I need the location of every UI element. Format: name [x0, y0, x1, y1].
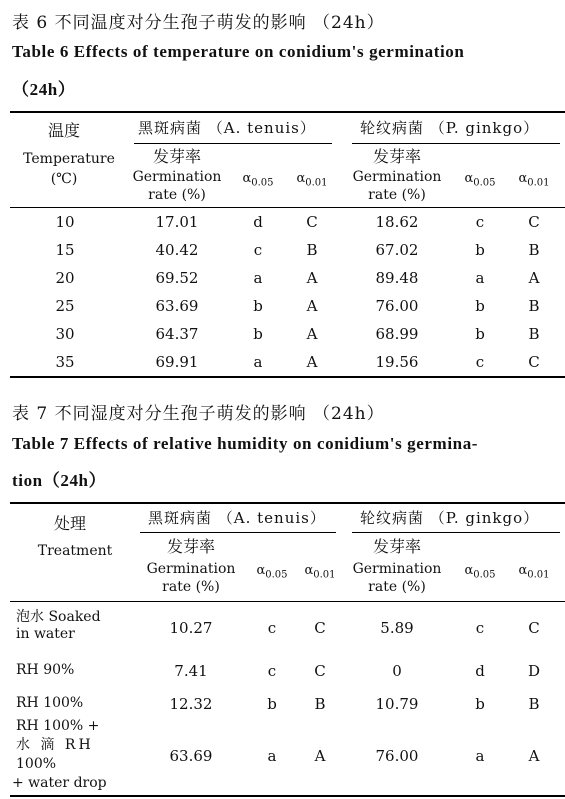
table-cell-alpha005-p-ginkgo: a: [475, 269, 485, 287]
alpha-subscript: 0.01: [313, 569, 336, 581]
table-cell-rate-a-tenuis: 7.41: [174, 662, 208, 680]
table-cell-temperature: 35: [55, 353, 75, 371]
table-cell-treatment-label1: RH 90%: [16, 662, 75, 678]
table7-col-rate-en-1b: rate (%): [162, 579, 220, 595]
table-cell-rate-a-tenuis: 69.91: [155, 353, 199, 371]
table6-bottom-rule: [10, 376, 565, 378]
table6-group-p-ginkgo: 轮纹病菌 （P. ginkgo）: [360, 119, 540, 137]
table7-top-rule: [10, 502, 565, 504]
table-cell-alpha001-a-tenuis: C: [314, 662, 326, 680]
table-cell-alpha001-p-ginkgo: B: [528, 695, 540, 713]
table-cell-alpha005-p-ginkgo: b: [475, 241, 485, 259]
table7-bottom-rule: [10, 795, 565, 797]
table6-head-temp-unit: (℃): [50, 171, 78, 187]
table-cell-alpha001-a-tenuis: A: [306, 353, 318, 371]
table-cell-rate-p-ginkgo: 76.00: [375, 747, 419, 765]
table7-caption-en: Table 7 Effects of relative humidity on conidium's germina-: [12, 434, 479, 453]
table6-col-rate-en-2a: Germination: [352, 169, 442, 185]
table-cell-alpha005-a-tenuis: c: [253, 241, 263, 259]
table7-group-rule-2: [352, 532, 560, 533]
table-cell-alpha001-a-tenuis: C: [306, 213, 318, 231]
table6-head-temp-cn: 温度: [47, 121, 80, 140]
table-cell-alpha001-a-tenuis: A: [306, 297, 318, 315]
alpha-subscript: 0.05: [473, 177, 496, 189]
table6-group-rule-2: [352, 143, 560, 144]
table-cell-rate-a-tenuis: 63.69: [155, 297, 199, 315]
table7-header-rule: [10, 601, 565, 602]
table-cell-alpha005-a-tenuis: b: [253, 325, 263, 343]
table-cell-temperature: 20: [55, 269, 75, 287]
table-cell-rate-a-tenuis: 63.69: [169, 747, 213, 765]
table7-caption-cn: 表 7 不同湿度对分生孢子萌发的影响 （24h）: [12, 404, 385, 424]
table-cell-alpha001-p-ginkgo: A: [528, 269, 540, 287]
table-cell-alpha001-a-tenuis: B: [314, 695, 326, 713]
table7-group-a-tenuis: 黑斑病菌 （A. tenuis）: [148, 509, 326, 527]
table7-caption-en-2: tion（24h）: [12, 471, 107, 490]
table-cell-alpha005-p-ginkgo: b: [475, 695, 485, 713]
table-cell-alpha005-a-tenuis: c: [267, 619, 277, 637]
table6-col-rate-cn-2: 发芽率: [372, 147, 421, 166]
table-cell-temperature: 15: [55, 241, 75, 259]
alpha-subscript: 0.01: [305, 177, 328, 189]
alpha-subscript: 0.05: [265, 569, 288, 581]
table-cell-rate-a-tenuis: 40.42: [155, 241, 199, 259]
table-cell-treatment-label1: RH 100%: [16, 695, 84, 711]
table-cell-temperature: 30: [55, 325, 75, 343]
table-cell-treatment-label2: in water: [16, 626, 75, 642]
table-cell-rate-p-ginkgo: 76.00: [375, 297, 419, 315]
table6-group-a-tenuis: 黑斑病菌 （A. tenuis）: [138, 119, 316, 137]
table-cell-rate-a-tenuis: 64.37: [155, 325, 199, 343]
table-cell-alpha001-p-ginkgo: A: [528, 747, 540, 765]
table-cell-alpha005-a-tenuis: d: [253, 213, 263, 231]
alpha-subscript: 0.05: [251, 177, 274, 189]
table-cell-alpha001-p-ginkgo: C: [528, 213, 540, 231]
table-cell-treatment-label3: 100%: [16, 756, 57, 772]
table-cell-alpha005-a-tenuis: b: [267, 695, 277, 713]
table-cell-rate-a-tenuis: 10.27: [169, 619, 213, 637]
alpha-subscript: 0.01: [527, 177, 550, 189]
table-cell-treatment-label1: 泡水 Soaked: [16, 609, 101, 625]
table-cell-alpha001-a-tenuis: A: [306, 325, 318, 343]
table6-col-alpha001-1: $\alpha_{0.01}$: [296, 171, 328, 189]
table-cell-alpha001-a-tenuis: C: [314, 619, 326, 637]
table-cell-rate-p-ginkgo: 68.99: [375, 325, 419, 343]
table7-group-rule-1: [140, 532, 336, 533]
alpha-subscript: 0.01: [527, 569, 550, 581]
table-cell-rate-p-ginkgo: 19.56: [375, 353, 419, 371]
table7-col-alpha005-2: $\alpha_{0.05}$: [464, 563, 496, 581]
table-cell-temperature: 10: [55, 213, 75, 231]
table-cell-rate-p-ginkgo: 5.89: [380, 619, 414, 637]
table-cell-alpha005-p-ginkgo: b: [475, 297, 485, 315]
table-cell-alpha005-p-ginkgo: d: [475, 662, 485, 680]
table7-col-rate-en-2b: rate (%): [368, 579, 426, 595]
table-cell-alpha001-a-tenuis: A: [306, 269, 318, 287]
table-cell-rate-a-tenuis: 12.32: [169, 695, 213, 713]
table7-col-rate-en-1a: Germination: [146, 561, 236, 577]
table-cell-alpha005-a-tenuis: c: [267, 662, 277, 680]
table6-head-temp-en: Temperature: [23, 151, 115, 167]
table-cell-treatment-label1: RH 100% +: [16, 718, 100, 734]
table-cell-alpha005-p-ginkgo: c: [475, 353, 485, 371]
table-cell-alpha001-p-ginkgo: C: [528, 619, 540, 637]
table7-col-alpha001-1: $\alpha_{0.01}$: [304, 563, 336, 581]
table6-col-rate-en-2b: rate (%): [368, 187, 426, 203]
table-cell-rate-a-tenuis: 17.01: [155, 213, 199, 231]
table-cell-alpha001-p-ginkgo: D: [527, 662, 541, 680]
table-cell-alpha001-p-ginkgo: B: [528, 297, 540, 315]
table-cell-alpha005-a-tenuis: a: [267, 747, 277, 765]
table-cell-temperature: 25: [55, 297, 75, 315]
table6-top-rule: [10, 111, 565, 113]
table7-col-alpha001-2: $\alpha_{0.01}$: [518, 563, 550, 581]
table6-col-alpha005-2: $\alpha_{0.05}$: [464, 171, 496, 189]
table-cell-rate-p-ginkgo: 89.48: [375, 269, 419, 287]
table-cell-alpha001-a-tenuis: B: [306, 241, 318, 259]
table-cell-alpha005-a-tenuis: a: [253, 353, 263, 371]
table-cell-treatment-label2: 水 滴 RH: [16, 737, 94, 753]
table-cell-treatment-label4: + water drop: [12, 775, 107, 791]
table6-col-alpha005-1: $\alpha_{0.05}$: [242, 171, 274, 189]
table-cell-alpha001-p-ginkgo: B: [528, 241, 540, 259]
alpha-subscript: 0.05: [473, 569, 496, 581]
table-cell-rate-p-ginkgo: 18.62: [375, 213, 419, 231]
table6-header-rule: [10, 207, 565, 208]
table6-caption-en: Table 6 Effects of temperature on conidium's germination: [12, 42, 465, 61]
table6-group-rule-1: [134, 143, 332, 144]
table7-group-p-ginkgo: 轮纹病菌 （P. ginkgo）: [360, 509, 540, 527]
table-cell-rate-a-tenuis: 69.52: [155, 269, 199, 287]
table-cell-alpha005-a-tenuis: b: [253, 297, 263, 315]
table6-col-rate-en-1b: rate (%): [148, 187, 206, 203]
table6-col-alpha001-2: $\alpha_{0.01}$: [518, 171, 550, 189]
table-cell-alpha005-p-ginkgo: c: [475, 619, 485, 637]
table-cell-alpha001-p-ginkgo: C: [528, 353, 540, 371]
table-cell-alpha001-a-tenuis: A: [314, 747, 326, 765]
table-cell-alpha005-a-tenuis: a: [253, 269, 263, 287]
table-cell-rate-p-ginkgo: 10.79: [375, 695, 419, 713]
table6-caption-en-2: （24h）: [12, 80, 76, 99]
table6-col-rate-en-1a: Germination: [132, 169, 222, 185]
table7-col-alpha005-1: $\alpha_{0.05}$: [256, 563, 288, 581]
table-cell-alpha005-p-ginkgo: b: [475, 325, 485, 343]
table6-caption-cn: 表 6 不同温度对分生孢子萌发的影响 （24h）: [12, 13, 385, 33]
table-cell-rate-p-ginkgo: 0: [392, 662, 402, 680]
table6-col-rate-cn-1: 发芽率: [152, 147, 201, 166]
table7-col-rate-en-2a: Germination: [352, 561, 442, 577]
table7-head-treat-cn: 处理: [53, 514, 86, 533]
table7-head-treat-en: Treatment: [37, 543, 113, 559]
table-cell-alpha005-p-ginkgo: c: [475, 213, 485, 231]
table-cell-alpha001-p-ginkgo: B: [528, 325, 540, 343]
table7-col-rate-cn-2: 发芽率: [372, 537, 421, 556]
table-cell-rate-p-ginkgo: 67.02: [375, 241, 419, 259]
table-cell-alpha005-p-ginkgo: a: [475, 747, 485, 765]
table7-col-rate-cn-1: 发芽率: [166, 537, 215, 556]
